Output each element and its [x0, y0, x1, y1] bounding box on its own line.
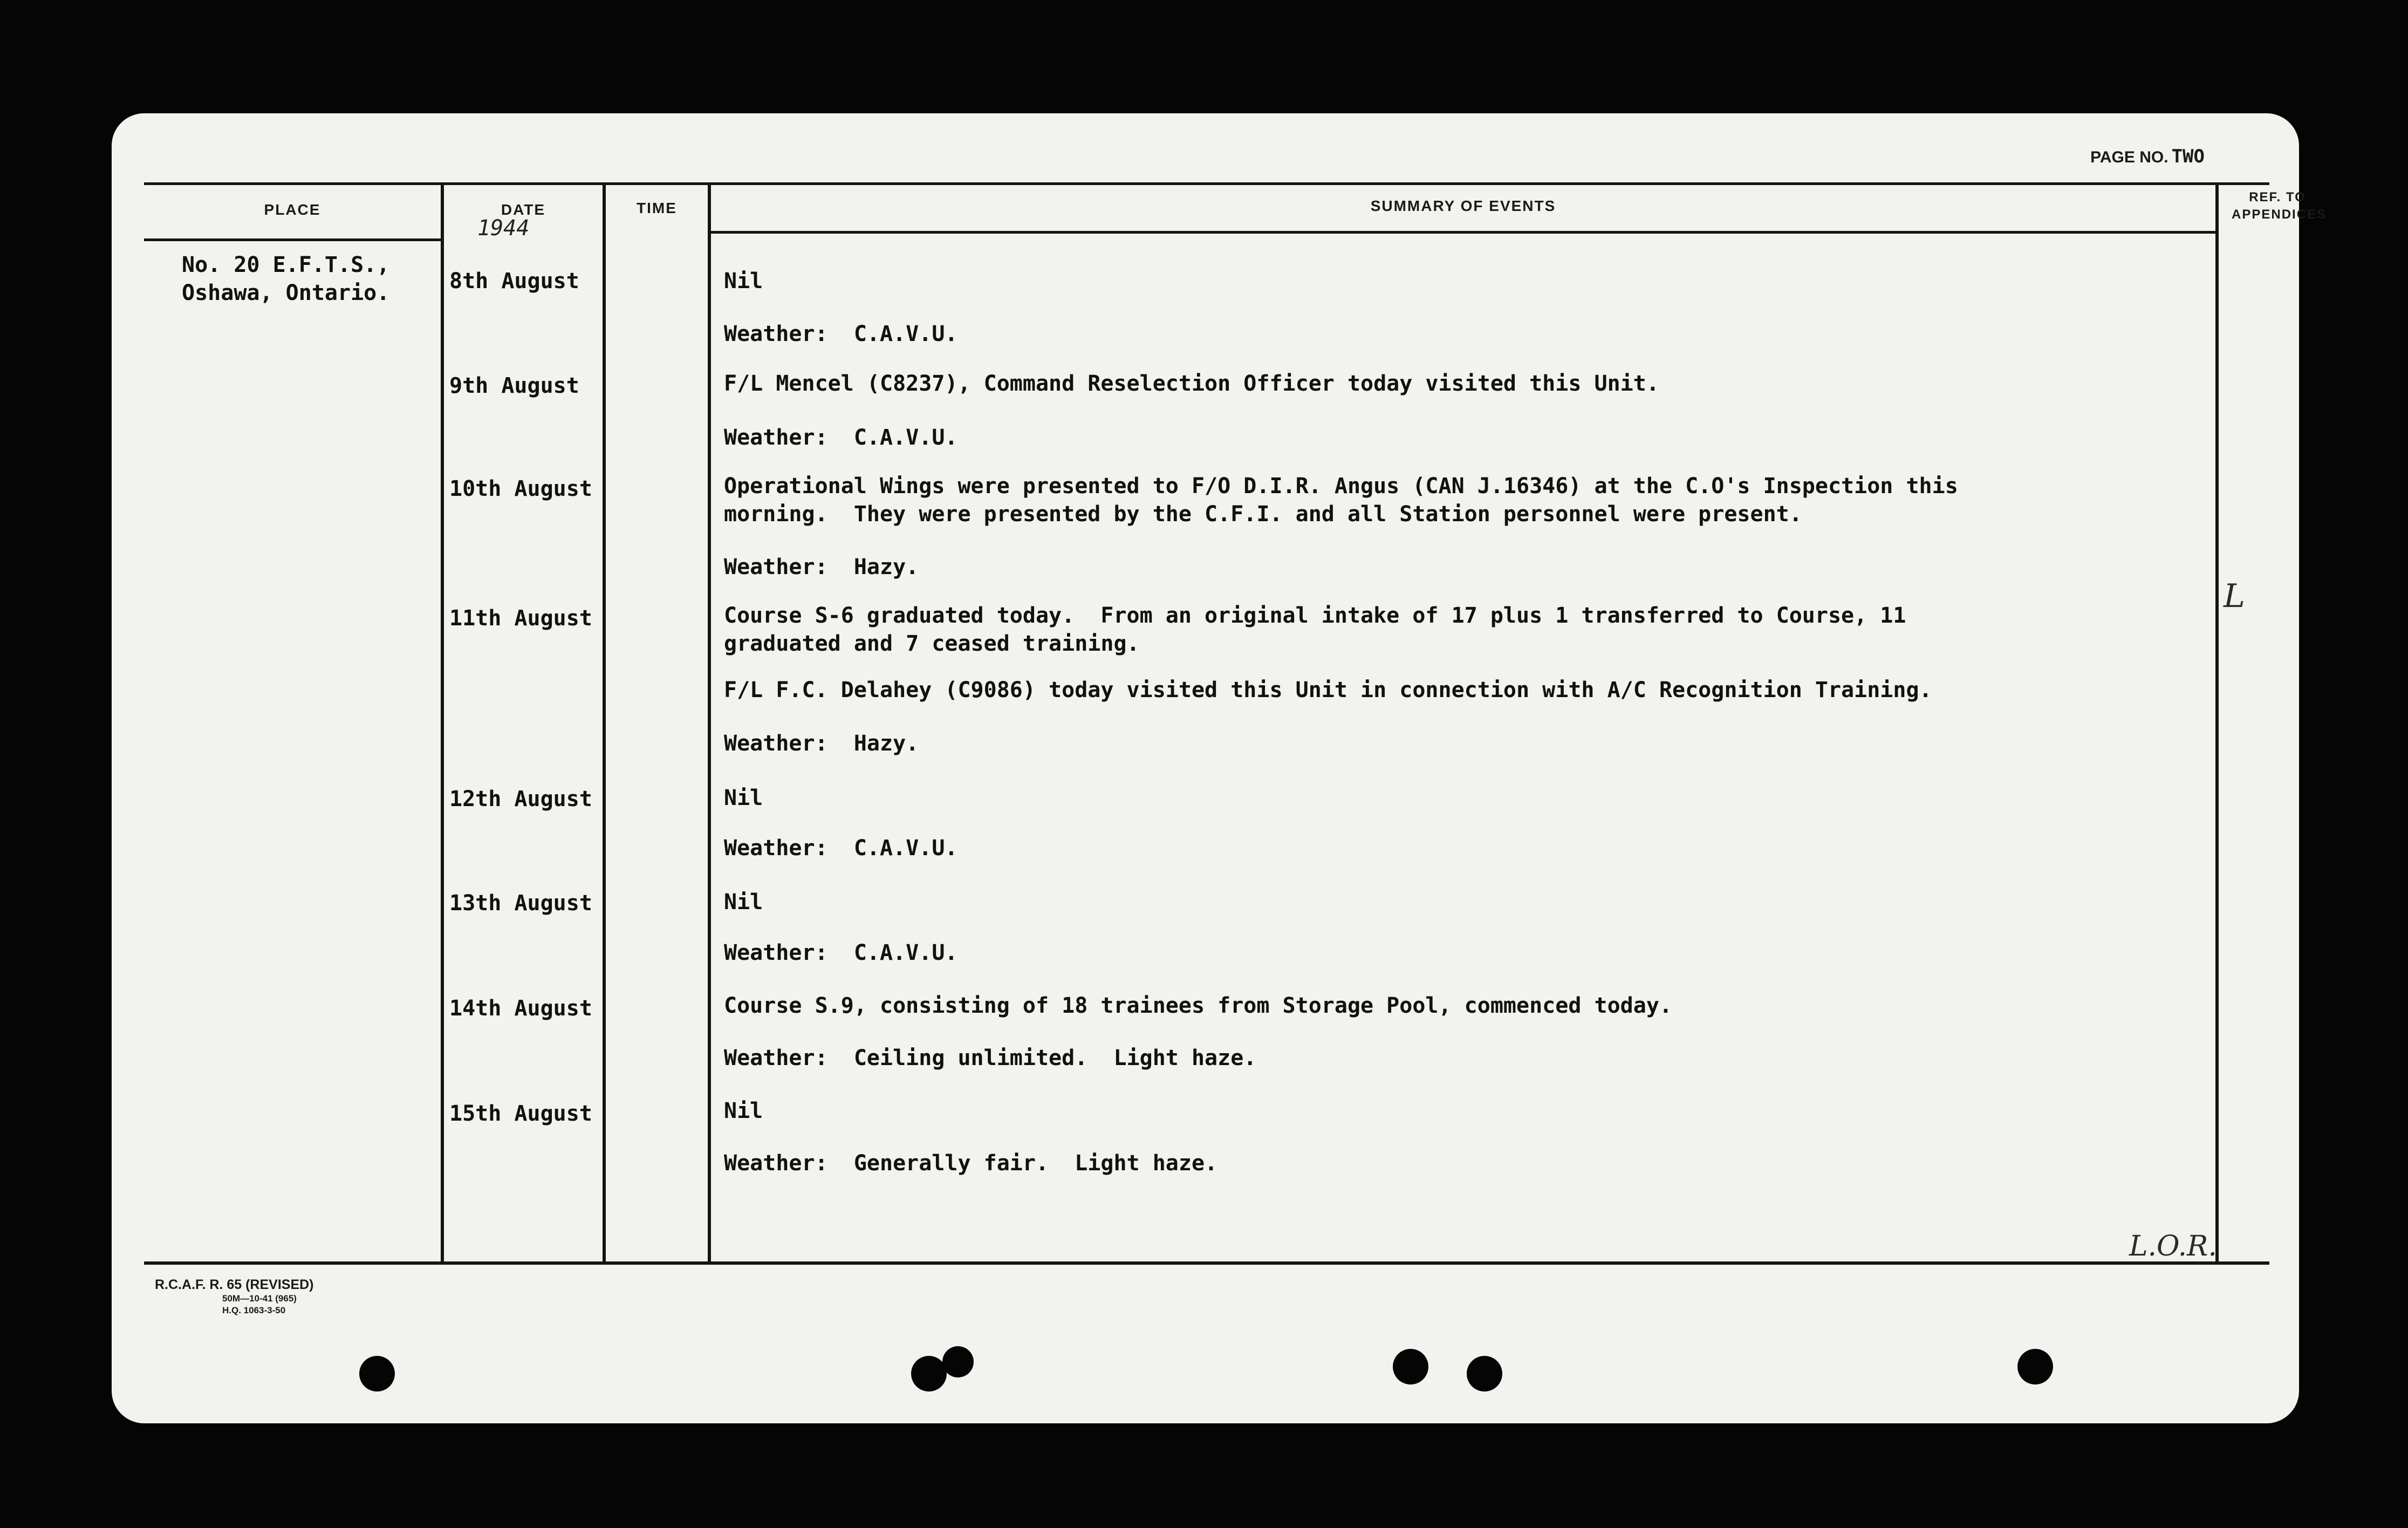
date-entry: 10th August [449, 476, 592, 501]
punch-hole [2017, 1349, 2053, 1384]
event-entry: Operational Wings were presented to F/O D.I.R. Angus (CAN J.16346) at the C.O's Inspection this morning. They were presented by the C.F.I. and all Station personnel were present. [724, 474, 1958, 527]
year-handwritten: 1944 [477, 216, 530, 241]
date-entry: 8th August [449, 269, 579, 294]
punch-hole [911, 1356, 947, 1391]
date-entry: 9th August [449, 373, 579, 398]
col-divider-date-time [603, 183, 606, 1263]
event-entry: Nil [724, 269, 763, 294]
punch-hole [359, 1356, 395, 1391]
event-entry: Nil [724, 786, 763, 810]
event-entry: Weather: C.A.V.U. [724, 836, 958, 861]
event-entry: Weather: C.A.V.U. [724, 425, 958, 450]
initials-mark: L.O.R. [2129, 1230, 2217, 1263]
date-entry: 13th August [449, 891, 592, 916]
col-divider-time-summary [708, 183, 711, 1263]
date-entry: 12th August [449, 787, 592, 811]
diary-card [112, 113, 2327, 1423]
event-entry: Course S-6 graduated today. From an original intake of 17 plus 1 transferred to Course, 11 graduated and 7 ceased training. [724, 603, 1906, 656]
header-time: TIME [637, 200, 677, 216]
page-number-value: TWO [2171, 146, 2205, 167]
form-title: R.C.A.F. R. 65 (REVISED) [155, 1277, 314, 1292]
header-place: PLACE [264, 201, 321, 218]
event-entry: Weather: Hazy. [724, 555, 919, 579]
header-ref: REF. TO APPENDICES [2232, 190, 2327, 222]
event-entry: Weather: C.A.V.U. [724, 940, 958, 965]
event-entry: Course S.9, consisting of 18 trainees from Storage Pool, commenced today. [724, 993, 1672, 1018]
event-entry: Nil [724, 890, 763, 915]
form-print-run: 50M—10-41 (965) [222, 1293, 297, 1304]
event-entry: Nil [724, 1099, 763, 1123]
ref-tick-mark: L [2224, 577, 2245, 615]
header-summary: SUMMARY OF EVENTS [1370, 197, 1556, 214]
top-rule [144, 182, 2269, 185]
header-date: DATE [501, 201, 546, 218]
date-entry: 15th August [449, 1101, 592, 1126]
col-divider-summary-ref [2215, 183, 2219, 1263]
punch-hole [942, 1346, 974, 1377]
place [182, 251, 389, 307]
event-entry: F/L Mencel (C8237), Command Reselection Officer today visited this Unit. [724, 371, 1659, 396]
bottom-rule [144, 1261, 2269, 1265]
place-line-1: No. 20 E.F.T.S., [182, 253, 390, 277]
event-entry: F/L F.C. Delahey (C9086) today visited this Unit in connection with A/C Recognition Training. [724, 678, 1932, 702]
form-hq-number: H.Q. 1063-3-50 [222, 1305, 286, 1315]
col-divider-place-date [441, 183, 444, 1263]
event-entry: Weather: Generally fair. Light haze. [724, 1151, 1218, 1176]
header-bottom-rule [708, 231, 2218, 234]
event-entry: Weather: Hazy. [724, 731, 919, 756]
place-header-rule [144, 238, 443, 241]
page-number [2090, 146, 2205, 167]
punch-hole [1393, 1349, 1428, 1384]
page-number-label: PAGE NO. [2090, 148, 2168, 166]
date-entry: 14th August [449, 996, 592, 1021]
date-entry: 11th August [449, 606, 592, 631]
event-entry: Weather: Ceiling unlimited. Light haze. [724, 1046, 1257, 1070]
punch-hole [1467, 1356, 1502, 1391]
form-footer [155, 1277, 314, 1316]
event-entry: Weather: C.A.V.U. [724, 322, 958, 346]
place-line-2: Oshawa, Ontario. [182, 281, 390, 305]
